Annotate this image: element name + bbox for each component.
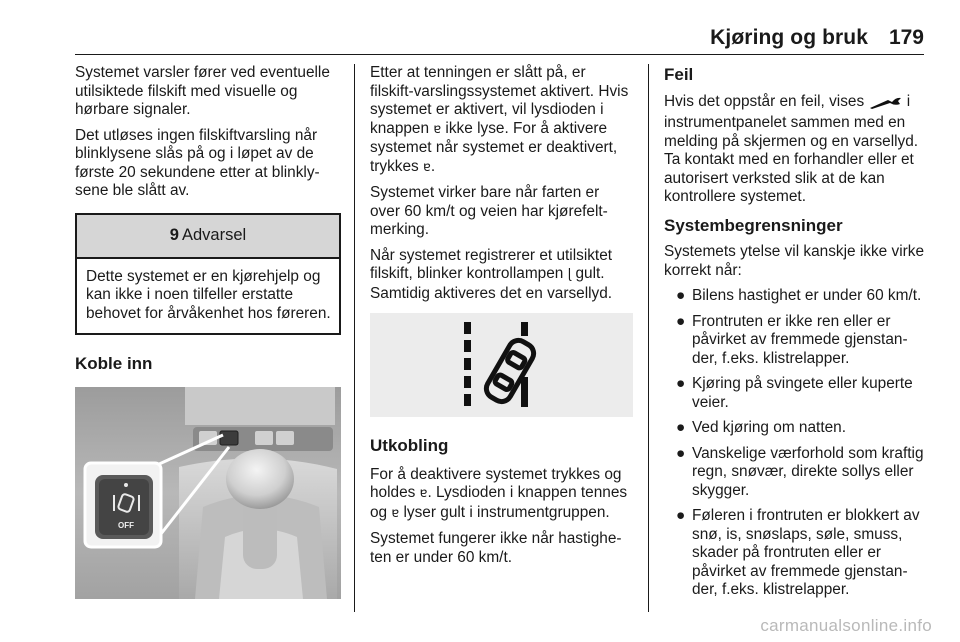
indicator-paragraph: Det utløses ingen filskiftvarsling når blinklysene slås på og i løpet av de første 20 sekundene etter at blinklysene ble slått av. <box>75 126 320 199</box>
wrench-icon <box>868 95 902 115</box>
text-run: i instrumentpanelet sammen med en melding på skjermen og en varsellyd. Ta kontakt med en forhandler eller et autorisert verksted slik at de kan kontrollere systemet. <box>664 92 919 205</box>
column-right <box>664 64 927 607</box>
bullet-icon: ● <box>676 419 686 436</box>
bullet-icon: ● <box>676 444 686 462</box>
console-photo <box>75 387 341 599</box>
detection-paragraph <box>370 247 633 304</box>
text-run: . Lysdioden i knappen tennes og <box>370 484 628 521</box>
console-illustration <box>75 387 341 599</box>
list-item-text: Bilens hastighet er under 60 km/t. <box>692 287 922 304</box>
lane-departure-symbol-panel <box>370 313 633 417</box>
text-run: ikke lyse. For å aktivere systemet når systemet er deaktivert, trykkes <box>370 119 618 175</box>
column-middle <box>370 64 633 574</box>
deactivation-paragraph <box>370 466 633 524</box>
lane-button-icon: ɐ <box>423 159 431 175</box>
warning-icon: 9 <box>169 226 179 245</box>
intro-paragraph: Systemet varsler fører ved eventuelle utilsiktede filskift med visuelle og hørbare signaler. <box>75 64 330 118</box>
list-item <box>664 287 927 306</box>
list-item <box>664 313 927 369</box>
heading-activate: Koble inn <box>75 354 153 373</box>
low-speed-paragraph: Systemet fungerer ikke når hastigheten er under 60 km/t. <box>370 530 622 566</box>
list-item <box>664 375 927 412</box>
text-run: lyser gult i instrumentgruppen. <box>399 503 610 521</box>
text-run: Etter at tenningen er slått på, er filskift-varslingssystemet aktivert. Hvis systemet er aktivert, vil lysdioden i knappen <box>370 64 629 137</box>
section-title: Kjøring og bruk <box>710 26 868 49</box>
list-item-text: Føleren i frontruten er blokkert av snø, is, snøslaps, søle, smuss, skader på frontruten eller er påvirket av fremmede gjenstander, f.eks. klistrelapper. <box>692 507 920 598</box>
lane-button-icon: ɐ <box>419 486 428 501</box>
heading-fault: Feil <box>664 65 694 84</box>
warning-title: Advarsel <box>181 226 247 245</box>
list-item-text: Vanskelige værforhold som kraftig regn, snøvær, direkte sollys eller skygger. <box>692 444 924 499</box>
page-number: 179 <box>888 26 924 49</box>
bullet-icon: ● <box>676 375 686 392</box>
warning-header <box>77 215 339 259</box>
column-divider-left <box>354 64 355 612</box>
text-run: . <box>430 157 436 175</box>
text-run: gult. Samtidig aktiveres det en varsellyd. <box>370 265 613 302</box>
lane-departure-icon <box>370 313 633 417</box>
limitations-list <box>664 287 927 600</box>
activation-paragraph <box>370 64 633 177</box>
heading-deactivate: Utkobling <box>370 436 449 455</box>
column-divider-right <box>648 64 649 612</box>
page-header <box>0 0 960 56</box>
bullet-icon: ● <box>676 507 686 524</box>
limitations-intro: Systemets ytelse vil kanskje ikke virke korrekt når: <box>664 243 925 279</box>
lane-warning-icon: ɭ <box>567 267 572 282</box>
warning-body: Dette systemet er en kjørehjelp og kan ikke i noen tilfeller erstatte behovet for årvåkenhet hos føreren. <box>86 267 331 322</box>
heading-limitations: Systembegrensninger <box>664 215 843 235</box>
column-left <box>75 64 341 599</box>
list-item-text: Kjøring på svingete eller kuperte veier. <box>692 375 913 411</box>
watermark[interactable]: carmanualsonline.info <box>760 616 932 635</box>
text-run: Hvis det oppstår en feil, vises <box>664 92 869 110</box>
list-item <box>664 419 927 438</box>
list-item <box>664 507 927 600</box>
list-item-text: Frontruten er ikke ren eller er påvirket av fremmede gjenstander, f.eks. klistrelapper. <box>692 312 908 367</box>
fault-paragraph <box>664 93 927 207</box>
warning-box <box>75 213 341 336</box>
text-run: Når systemet registrerer et utilsiktet filskift, blinker kontrollampen <box>370 246 613 282</box>
speed-paragraph: Systemet virker bare når farten er over 60 km/t og veien har kjørefeltmerking. <box>370 184 608 238</box>
bullet-icon: ● <box>676 312 686 330</box>
lane-button-icon: ɐ <box>433 121 442 137</box>
text-run: For å deaktivere systemet trykkes og holdes <box>370 465 622 501</box>
list-item <box>664 445 927 501</box>
list-item-text: Ved kjøring om natten. <box>692 419 846 436</box>
off-button-label: OFF <box>118 520 134 530</box>
lane-button-icon: ɐ <box>391 505 400 521</box>
header-rule <box>75 54 924 55</box>
bullet-icon: ● <box>676 287 686 304</box>
